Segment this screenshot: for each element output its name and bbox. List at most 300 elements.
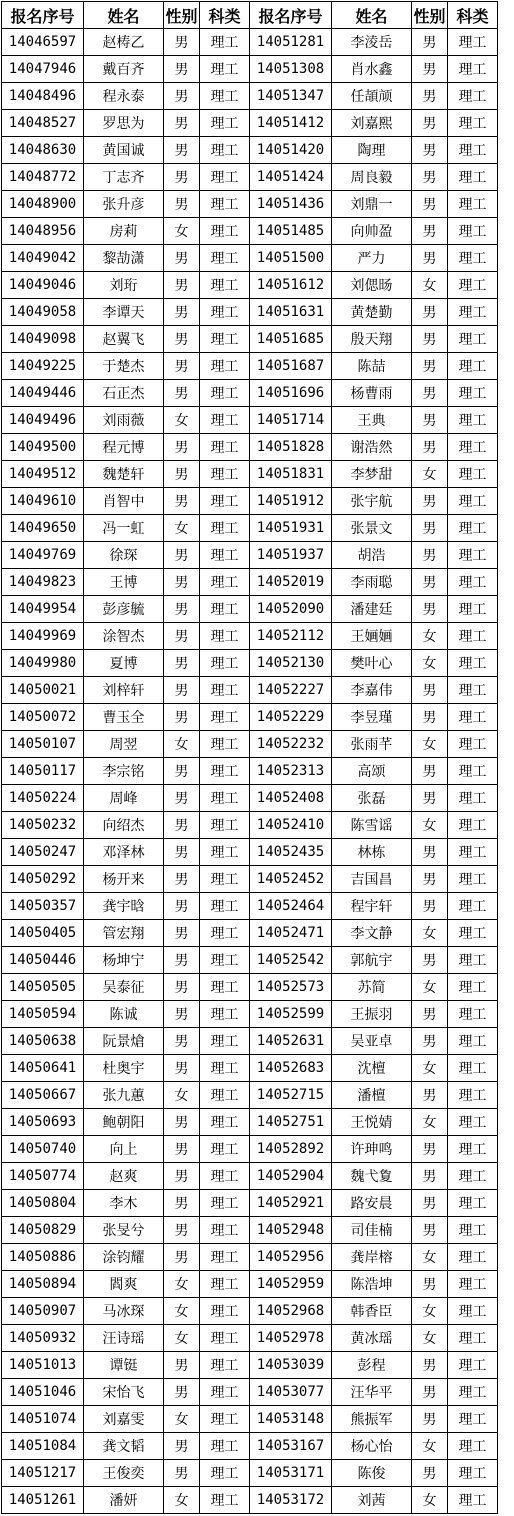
reg-no-cell: 14049058 xyxy=(2,299,84,326)
reg-no-cell: 14050932 xyxy=(2,1325,84,1352)
reg-no-cell: 14048630 xyxy=(2,137,84,164)
category-cell: 理工 xyxy=(200,434,250,461)
reg-no-cell: 14052232 xyxy=(250,731,332,758)
table-row xyxy=(2,812,498,839)
gender-cell: 男 xyxy=(164,677,200,704)
gender-cell: 女 xyxy=(412,974,448,1001)
name-cell: 杨开来 xyxy=(84,866,164,893)
table-row xyxy=(2,731,498,758)
gender-cell: 男 xyxy=(164,164,200,191)
reg-no-cell: 14051685 xyxy=(250,326,332,353)
gender-cell: 女 xyxy=(164,731,200,758)
reg-no-cell: 14051424 xyxy=(250,164,332,191)
name-cell: 涂钧耀 xyxy=(84,1244,164,1271)
reg-no-cell: 14052229 xyxy=(250,704,332,731)
name-cell: 周峰 xyxy=(84,785,164,812)
category-cell: 理工 xyxy=(448,1163,498,1190)
name-cell: 鲍朝阳 xyxy=(84,1109,164,1136)
reg-no-cell: 14052573 xyxy=(250,974,332,1001)
category-cell: 理工 xyxy=(448,326,498,353)
table-row xyxy=(2,704,498,731)
gender-cell: 男 xyxy=(164,1190,200,1217)
name-cell: 丁志齐 xyxy=(84,164,164,191)
table-row xyxy=(2,461,498,488)
reg-no-cell: 14049610 xyxy=(2,488,84,515)
category-cell: 理工 xyxy=(200,1055,250,1082)
name-cell: 殷天翔 xyxy=(332,326,412,353)
reg-no-cell: 14051217 xyxy=(2,1460,84,1487)
name-cell: 王婳婳 xyxy=(332,623,412,650)
reg-no-cell: 14050292 xyxy=(2,866,84,893)
category-cell: 理工 xyxy=(448,1460,498,1487)
gender-cell: 女 xyxy=(164,515,200,542)
table-row xyxy=(2,1055,498,1082)
reg-no-cell: 14050505 xyxy=(2,974,84,1001)
gender-cell: 男 xyxy=(164,1109,200,1136)
category-cell: 理工 xyxy=(200,299,250,326)
name-cell: 涂智杰 xyxy=(84,623,164,650)
table-row xyxy=(2,1433,498,1460)
name-cell: 杨心怡 xyxy=(332,1433,412,1460)
reg-no-cell: 14048496 xyxy=(2,83,84,110)
name-cell: 彭彦毓 xyxy=(84,596,164,623)
reg-no-cell: 14050021 xyxy=(2,677,84,704)
gender-cell: 男 xyxy=(412,434,448,461)
category-cell: 理工 xyxy=(200,407,250,434)
category-cell: 理工 xyxy=(448,1433,498,1460)
category-cell: 理工 xyxy=(200,353,250,380)
reg-no-cell: 14052968 xyxy=(250,1298,332,1325)
category-cell: 理工 xyxy=(448,650,498,677)
category-cell: 理工 xyxy=(448,812,498,839)
gender-cell: 男 xyxy=(412,1352,448,1379)
gender-cell: 男 xyxy=(412,515,448,542)
gender-cell: 男 xyxy=(412,1406,448,1433)
name-cell: 刘茜 xyxy=(332,1487,412,1514)
gender-cell: 男 xyxy=(164,920,200,947)
table-row xyxy=(2,380,498,407)
category-cell: 理工 xyxy=(200,758,250,785)
reg-no-cell: 14052683 xyxy=(250,1055,332,1082)
category-cell: 理工 xyxy=(448,866,498,893)
header-category-left: 科类 xyxy=(200,2,250,29)
category-cell: 理工 xyxy=(448,1217,498,1244)
name-cell: 谢浩然 xyxy=(332,434,412,461)
name-cell: 石正杰 xyxy=(84,380,164,407)
gender-cell: 男 xyxy=(412,407,448,434)
category-cell: 理工 xyxy=(200,1298,250,1325)
reg-no-cell: 14050829 xyxy=(2,1217,84,1244)
name-cell: 彭程 xyxy=(332,1352,412,1379)
reg-no-cell: 14049954 xyxy=(2,596,84,623)
reg-no-cell: 14052715 xyxy=(250,1082,332,1109)
name-cell: 李淩岳 xyxy=(332,29,412,56)
table-row xyxy=(2,866,498,893)
reg-no-cell: 14050641 xyxy=(2,1055,84,1082)
category-cell: 理工 xyxy=(448,596,498,623)
table-row xyxy=(2,839,498,866)
category-cell: 理工 xyxy=(200,1406,250,1433)
name-cell: 龚岸榕 xyxy=(332,1244,412,1271)
gender-cell: 男 xyxy=(412,1001,448,1028)
gender-cell: 女 xyxy=(164,218,200,245)
gender-cell: 男 xyxy=(164,542,200,569)
table-row xyxy=(2,1379,498,1406)
category-cell: 理工 xyxy=(200,1352,250,1379)
table-row xyxy=(2,29,498,56)
name-cell: 潘妍 xyxy=(84,1487,164,1514)
gender-cell: 男 xyxy=(412,1136,448,1163)
reg-no-cell: 14050247 xyxy=(2,839,84,866)
name-cell: 杜奥宇 xyxy=(84,1055,164,1082)
reg-no-cell: 14052542 xyxy=(250,947,332,974)
gender-cell: 男 xyxy=(164,272,200,299)
gender-cell: 女 xyxy=(412,461,448,488)
gender-cell: 男 xyxy=(164,1028,200,1055)
gender-cell: 男 xyxy=(412,866,448,893)
category-cell: 理工 xyxy=(200,677,250,704)
category-cell: 理工 xyxy=(200,1136,250,1163)
name-cell: 王悦婧 xyxy=(332,1109,412,1136)
name-cell: 徐琛 xyxy=(84,542,164,569)
gender-cell: 男 xyxy=(412,191,448,218)
gender-cell: 女 xyxy=(412,1325,448,1352)
header-gender-right: 性别 xyxy=(412,2,448,29)
reg-no-cell: 14051084 xyxy=(2,1433,84,1460)
category-cell: 理工 xyxy=(200,1190,250,1217)
name-cell: 周良毅 xyxy=(332,164,412,191)
gender-cell: 女 xyxy=(412,1109,448,1136)
reg-no-cell: 14052227 xyxy=(250,677,332,704)
category-cell: 理工 xyxy=(200,1217,250,1244)
gender-cell: 男 xyxy=(412,758,448,785)
name-cell: 谭铤 xyxy=(84,1352,164,1379)
name-cell: 程宇轩 xyxy=(332,893,412,920)
category-cell: 理工 xyxy=(200,542,250,569)
table-row xyxy=(2,758,498,785)
reg-no-cell: 14048900 xyxy=(2,191,84,218)
category-cell: 理工 xyxy=(200,380,250,407)
gender-cell: 男 xyxy=(164,83,200,110)
name-cell: 郭航宇 xyxy=(332,947,412,974)
gender-cell: 男 xyxy=(164,839,200,866)
category-cell: 理工 xyxy=(448,542,498,569)
reg-no-cell: 14050886 xyxy=(2,1244,84,1271)
name-cell: 张宇航 xyxy=(332,488,412,515)
category-cell: 理工 xyxy=(448,758,498,785)
table-row xyxy=(2,1460,498,1487)
reg-no-cell: 14050693 xyxy=(2,1109,84,1136)
reg-no-cell: 14051046 xyxy=(2,1379,84,1406)
category-cell: 理工 xyxy=(200,461,250,488)
gender-cell: 女 xyxy=(412,1487,448,1514)
name-cell: 潘建廷 xyxy=(332,596,412,623)
header-reg-no-right: 报名序号 xyxy=(250,2,332,29)
reg-no-cell: 14048527 xyxy=(2,110,84,137)
reg-no-cell: 14049823 xyxy=(2,569,84,596)
name-cell: 黄楚勤 xyxy=(332,299,412,326)
category-cell: 理工 xyxy=(200,272,250,299)
gender-cell: 男 xyxy=(412,245,448,272)
gender-cell: 男 xyxy=(164,380,200,407)
reg-no-cell: 14052956 xyxy=(250,1244,332,1271)
gender-cell: 男 xyxy=(412,569,448,596)
name-cell: 汪华平 xyxy=(332,1379,412,1406)
reg-no-cell: 14051281 xyxy=(250,29,332,56)
reg-no-cell: 14049500 xyxy=(2,434,84,461)
reg-no-cell: 14050072 xyxy=(2,704,84,731)
category-cell: 理工 xyxy=(200,785,250,812)
gender-cell: 男 xyxy=(164,299,200,326)
category-cell: 理工 xyxy=(448,164,498,191)
name-cell: 向帅盈 xyxy=(332,218,412,245)
reg-no-cell: 14049042 xyxy=(2,245,84,272)
gender-cell: 男 xyxy=(412,1028,448,1055)
name-cell: 刘珩 xyxy=(84,272,164,299)
name-cell: 高颂 xyxy=(332,758,412,785)
name-cell: 李宗铭 xyxy=(84,758,164,785)
name-cell: 李谭天 xyxy=(84,299,164,326)
name-cell: 向上 xyxy=(84,1136,164,1163)
reg-no-cell: 14050446 xyxy=(2,947,84,974)
reg-no-cell: 14050357 xyxy=(2,893,84,920)
table-row xyxy=(2,164,498,191)
name-cell: 王典 xyxy=(332,407,412,434)
reg-no-cell: 14049446 xyxy=(2,380,84,407)
table-row xyxy=(2,677,498,704)
table-row xyxy=(2,596,498,623)
gender-cell: 男 xyxy=(164,866,200,893)
header-gender-left: 性别 xyxy=(164,2,200,29)
name-cell: 刘嘉熙 xyxy=(332,110,412,137)
category-cell: 理工 xyxy=(200,488,250,515)
table-row xyxy=(2,110,498,137)
reg-no-cell: 14050740 xyxy=(2,1136,84,1163)
gender-cell: 女 xyxy=(412,623,448,650)
name-cell: 夏博 xyxy=(84,650,164,677)
name-cell: 沈檀 xyxy=(332,1055,412,1082)
name-cell: 吴亚卓 xyxy=(332,1028,412,1055)
gender-cell: 男 xyxy=(412,29,448,56)
name-cell: 张旻兮 xyxy=(84,1217,164,1244)
name-cell: 刘雨薇 xyxy=(84,407,164,434)
registration-table xyxy=(1,1,498,1514)
name-cell: 张磊 xyxy=(332,785,412,812)
category-cell: 理工 xyxy=(200,245,250,272)
gender-cell: 男 xyxy=(164,1163,200,1190)
table-row xyxy=(2,542,498,569)
category-cell: 理工 xyxy=(200,1379,250,1406)
category-cell: 理工 xyxy=(448,1271,498,1298)
category-cell: 理工 xyxy=(448,1325,498,1352)
name-cell: 吉国昌 xyxy=(332,866,412,893)
name-cell: 肖水鑫 xyxy=(332,56,412,83)
name-cell: 刘梓轩 xyxy=(84,677,164,704)
gender-cell: 男 xyxy=(164,1379,200,1406)
reg-no-cell: 14052978 xyxy=(250,1325,332,1352)
reg-no-cell: 14051831 xyxy=(250,461,332,488)
name-cell: 管宏翔 xyxy=(84,920,164,947)
name-cell: 胡浩 xyxy=(332,542,412,569)
reg-no-cell: 14049769 xyxy=(2,542,84,569)
category-cell: 理工 xyxy=(448,407,498,434)
category-cell: 理工 xyxy=(200,974,250,1001)
name-cell: 刘偲旸 xyxy=(332,272,412,299)
table-body xyxy=(2,29,498,1514)
gender-cell: 女 xyxy=(412,1433,448,1460)
gender-cell: 男 xyxy=(412,839,448,866)
reg-no-cell: 14049969 xyxy=(2,623,84,650)
name-cell: 张雨芊 xyxy=(332,731,412,758)
reg-no-cell: 14053039 xyxy=(250,1352,332,1379)
gender-cell: 男 xyxy=(412,326,448,353)
gender-cell: 女 xyxy=(164,1271,200,1298)
category-cell: 理工 xyxy=(448,1298,498,1325)
reg-no-cell: 14052130 xyxy=(250,650,332,677)
reg-no-cell: 14051631 xyxy=(250,299,332,326)
name-cell: 周翌 xyxy=(84,731,164,758)
name-cell: 阮景熗 xyxy=(84,1028,164,1055)
category-cell: 理工 xyxy=(448,1055,498,1082)
reg-no-cell: 14053171 xyxy=(250,1460,332,1487)
name-cell: 杨坤宁 xyxy=(84,947,164,974)
header-category-right: 科类 xyxy=(448,2,498,29)
reg-no-cell: 14052112 xyxy=(250,623,332,650)
name-cell: 程永泰 xyxy=(84,83,164,110)
category-cell: 理工 xyxy=(200,29,250,56)
gender-cell: 女 xyxy=(412,1298,448,1325)
name-cell: 戴百齐 xyxy=(84,56,164,83)
gender-cell: 男 xyxy=(412,1379,448,1406)
reg-no-cell: 14048772 xyxy=(2,164,84,191)
reg-no-cell: 14049098 xyxy=(2,326,84,353)
category-cell: 理工 xyxy=(448,110,498,137)
gender-cell: 男 xyxy=(164,1244,200,1271)
gender-cell: 男 xyxy=(164,596,200,623)
name-cell: 李梦甜 xyxy=(332,461,412,488)
reg-no-cell: 14051500 xyxy=(250,245,332,272)
gender-cell: 男 xyxy=(412,380,448,407)
table-row xyxy=(2,1217,498,1244)
table-row xyxy=(2,569,498,596)
reg-no-cell: 14052921 xyxy=(250,1190,332,1217)
name-cell: 王博 xyxy=(84,569,164,596)
gender-cell: 男 xyxy=(164,650,200,677)
name-cell: 房莉 xyxy=(84,218,164,245)
name-cell: 赵翼飞 xyxy=(84,326,164,353)
name-cell: 龚宇晗 xyxy=(84,893,164,920)
category-cell: 理工 xyxy=(448,56,498,83)
reg-no-cell: 14052408 xyxy=(250,785,332,812)
category-cell: 理工 xyxy=(448,677,498,704)
gender-cell: 男 xyxy=(412,137,448,164)
reg-no-cell: 14052090 xyxy=(250,596,332,623)
gender-cell: 女 xyxy=(164,1298,200,1325)
reg-no-cell: 14051436 xyxy=(250,191,332,218)
table-row xyxy=(2,893,498,920)
category-cell: 理工 xyxy=(200,812,250,839)
gender-cell: 男 xyxy=(412,353,448,380)
category-cell: 理工 xyxy=(448,1487,498,1514)
gender-cell: 男 xyxy=(164,893,200,920)
table-row xyxy=(2,1082,498,1109)
table-row xyxy=(2,326,498,353)
table-row xyxy=(2,515,498,542)
reg-no-cell: 14052471 xyxy=(250,920,332,947)
table-row xyxy=(2,218,498,245)
gender-cell: 男 xyxy=(164,623,200,650)
gender-cell: 男 xyxy=(164,1055,200,1082)
name-cell: 严力 xyxy=(332,245,412,272)
reg-no-cell: 14051412 xyxy=(250,110,332,137)
category-cell: 理工 xyxy=(200,920,250,947)
name-cell: 赵爽 xyxy=(84,1163,164,1190)
name-cell: 肖智中 xyxy=(84,488,164,515)
reg-no-cell: 14053148 xyxy=(250,1406,332,1433)
gender-cell: 男 xyxy=(412,218,448,245)
reg-no-cell: 14051687 xyxy=(250,353,332,380)
table-row xyxy=(2,353,498,380)
table-row xyxy=(2,623,498,650)
name-cell: 陈俊 xyxy=(332,1460,412,1487)
gender-cell: 男 xyxy=(412,1190,448,1217)
name-cell: 刘嘉雯 xyxy=(84,1406,164,1433)
gender-cell: 男 xyxy=(164,1217,200,1244)
gender-cell: 男 xyxy=(412,1082,448,1109)
gender-cell: 男 xyxy=(164,1001,200,1028)
category-cell: 理工 xyxy=(448,1352,498,1379)
gender-cell: 男 xyxy=(164,1460,200,1487)
reg-no-cell: 14051420 xyxy=(250,137,332,164)
reg-no-cell: 14050405 xyxy=(2,920,84,947)
gender-cell: 女 xyxy=(164,1082,200,1109)
category-cell: 理工 xyxy=(200,650,250,677)
gender-cell: 男 xyxy=(164,758,200,785)
category-cell: 理工 xyxy=(448,947,498,974)
gender-cell: 男 xyxy=(164,488,200,515)
gender-cell: 男 xyxy=(412,110,448,137)
name-cell: 魏楚轩 xyxy=(84,461,164,488)
reg-no-cell: 14051912 xyxy=(250,488,332,515)
reg-no-cell: 14047946 xyxy=(2,56,84,83)
category-cell: 理工 xyxy=(200,1433,250,1460)
category-cell: 理工 xyxy=(448,1028,498,1055)
gender-cell: 男 xyxy=(412,785,448,812)
category-cell: 理工 xyxy=(448,920,498,947)
name-cell: 韩香臣 xyxy=(332,1298,412,1325)
category-cell: 理工 xyxy=(448,1109,498,1136)
category-cell: 理工 xyxy=(448,1379,498,1406)
table-row xyxy=(2,1163,498,1190)
gender-cell: 男 xyxy=(164,326,200,353)
gender-cell: 女 xyxy=(164,1487,200,1514)
gender-cell: 女 xyxy=(412,920,448,947)
header-row xyxy=(2,2,498,29)
table-row xyxy=(2,245,498,272)
reg-no-cell: 14050894 xyxy=(2,1271,84,1298)
category-cell: 理工 xyxy=(448,218,498,245)
category-cell: 理工 xyxy=(200,1109,250,1136)
name-cell: 张景文 xyxy=(332,515,412,542)
gender-cell: 女 xyxy=(412,272,448,299)
gender-cell: 男 xyxy=(164,1433,200,1460)
category-cell: 理工 xyxy=(448,353,498,380)
name-cell: 汪诗瑶 xyxy=(84,1325,164,1352)
category-cell: 理工 xyxy=(448,1001,498,1028)
category-cell: 理工 xyxy=(448,272,498,299)
reg-no-cell: 14049225 xyxy=(2,353,84,380)
table-row xyxy=(2,191,498,218)
